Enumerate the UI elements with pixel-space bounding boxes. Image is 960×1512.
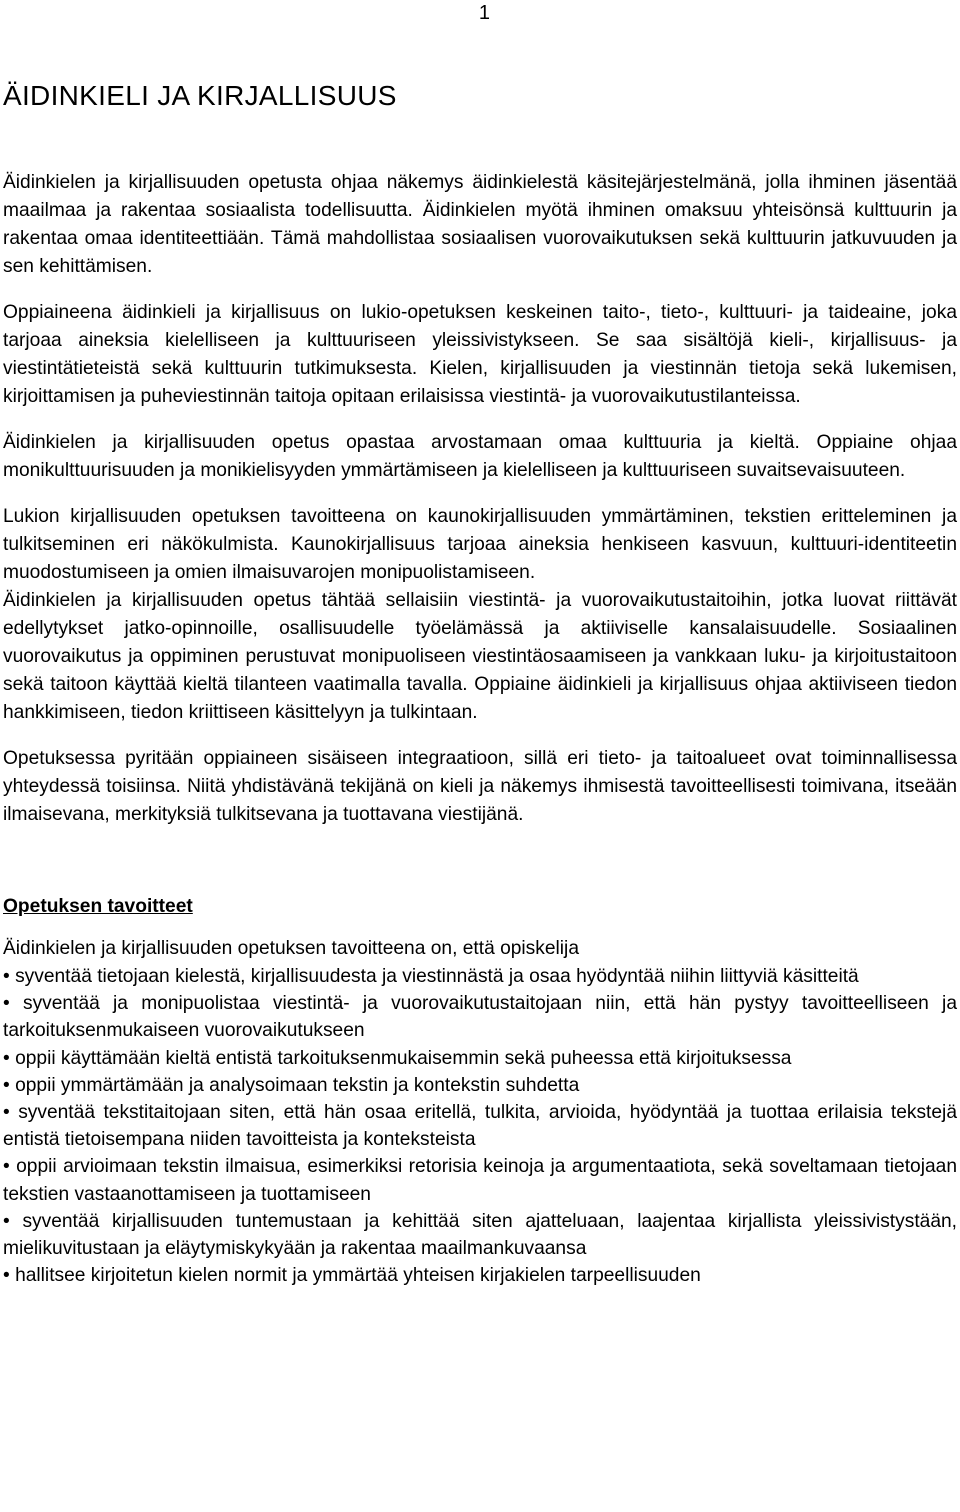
document-title: ÄIDINKIELI JA KIRJALLISUUS [3,80,397,111]
paragraph-3: Äidinkielen ja kirjallisuuden opetus opastaa arvostamaan omaa kulttuuria ja kieltä. Oppiaine ohjaa monikulttuurisuuden ja monikielisyyden ymmärtämiseen ja kielelliseen ja kulttuuriseen suvaitsevaisuuteen. [3,432,957,481]
paragraph-6: Opetuksessa pyritään oppiaineen sisäiseen integraatioon, sillä eri tieto- ja taitoalueet ovat toiminnallisessa yhteydessä toisiinsa. Niitä yhdistävänä tekijänä on kieli ja näkemys ihmisestä tavoitteellisesti toimivana, itseään ilmaisevana, merkityksiä tulkitsevana ja tuottavana viestijänä. [3,748,957,825]
goal-item: • syventää tekstitaitojaan siten, että hän osaa eritellä, tulkita, arvioida, hyödyntää ja tuottaa erilaisia tekstejä entistä tietoisempana niiden tavoitteista ja konteksteista [3,1099,957,1153]
paragraph-1: Äidinkielen ja kirjallisuuden opetusta ohjaa näkemys äidinkielestä käsitejärjestelmänä, jolla ihminen jäsentää maailmaa ja rakentaa sosiaalista todellisuutta. Äidinkielen myötä ihminen omaksuu yhteisönsä kulttuurin ja rakentaa omaa identiteettiään. Tämä mahdollistaa sosiaalisen vuorovaikutuksen sekä kulttuurin jatkuvuuden ja sen kehittämisen. [3,172,957,277]
paragraph-5: Äidinkielen ja kirjallisuuden opetus tähtää sellaisiin viestintä- ja vuorovaikutustaitoihin, jotka luovat riittävät edellytykset jatko-opinnoille, osallisuudelle työelämässä ja aktiiviselle kansalaisuudelle. Sosiaalinen vuorovaikutus ja oppiminen perustuvat monipuoliseen viestintäosaamiseen ja vankkaan luku- ja kirjoitustaitoon sekä taitoon käyttää kieltä tilanteen vaatimalla tavalla. Oppiaine äidinkieli ja kirjallisuus ohjaa aktiiviseen tiedon hankkimiseen, tiedon kriittiseen käsittelyyn ja tulkintaan. [3,590,957,723]
goal-item: • oppii käyttämään kieltä entistä tarkoituksenmukaisemmin sekä puheessa että kirjoituksessa [3,1045,957,1072]
goal-item: • oppii arvioimaan tekstin ilmaisua, esimerkiksi retorisia keinoja ja argumentaatiota, sekä soveltamaan tietojaan tekstien vastaanottamiseen ja tuottamiseen [3,1153,957,1207]
section-heading: Opetuksen tavoitteet [3,896,193,917]
goal-item: • syventää kirjallisuuden tuntemustaan ja kehittää siten ajatteluaan, laajentaa kirjallista yleissivistystään, mielikuvitustaan ja eläytymiskykyään ja rakentaa maailmankuvaansa [3,1208,957,1262]
goal-item: • oppii ymmärtämään ja analysoimaan tekstin ja kontekstin suhdetta [3,1072,957,1099]
section-intro: Äidinkielen ja kirjallisuuden opetuksen tavoitteena on, että opiskelija [3,938,579,959]
goals-list [3,963,957,1289]
paragraph-4: Lukion kirjallisuuden opetuksen tavoitteena on kaunokirjallisuuden ymmärtäminen, tekstien eritteleminen ja tulkitseminen eri näkökulmista. Kaunokirjallisuus tarjoaa aineksia henkiseen kasvuun, kulttuuri-identiteetin muodostumiseen ja omien ilmaisuvarojen monipuolistamiseen. [3,506,957,583]
goal-item: • syventää ja monipuolistaa viestintä- ja vuorovaikutustaitojaan niin, että hän pystyy tavoitteelliseen ja tarkoituksenmukaiseen vuorovaikutukseen [3,990,957,1044]
paragraph-2: Oppiaineena äidinkieli ja kirjallisuus on lukio-opetuksen keskeinen taito-, tieto-, kulttuuri- ja taideaine, joka tarjoaa aineksia kielelliseen ja kulttuuriseen yleissivistykseen. Se saa sisältöjä kieli-, kirjallisuus- ja viestintätieteistä sekä kulttuurin tutkimuksesta. Kielen, kirjallisuuden ja viestinnän tietoja sekä lukemisen, kirjoittamisen ja puheviestinnän taitoja opitaan erilaisissa viestintä- ja vuorovaikutustilanteissa. [3,302,957,407]
page-number: 1 [478,2,490,24]
goal-item: • syventää tietojaan kielestä, kirjallisuudesta ja viestinnästä ja osaa hyödyntää niihin liittyviä käsitteitä [3,963,957,990]
goal-item: • hallitsee kirjoitetun kielen normit ja ymmärtää yhteisen kirjakielen tarpeellisuuden [3,1262,957,1289]
document-body [3,80,957,1289]
